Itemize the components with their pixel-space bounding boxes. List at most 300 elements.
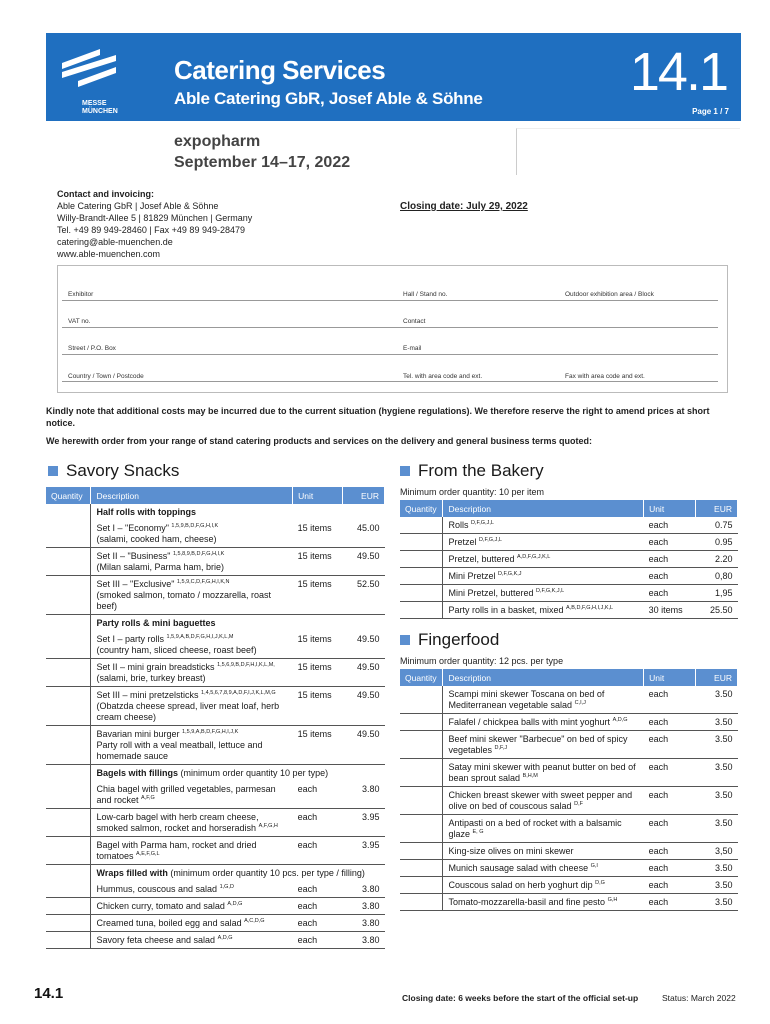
table-row bbox=[46, 898, 385, 915]
group-title bbox=[91, 504, 385, 520]
table-row bbox=[46, 809, 385, 837]
unit-cell: each bbox=[644, 843, 696, 860]
allergen-codes: C,I,J bbox=[574, 700, 586, 706]
form-number: 14.1 bbox=[629, 42, 727, 102]
col-quantity: Quantity bbox=[46, 487, 91, 504]
contact-line: Tel. +49 89 949-28460 | Fax +49 89 949-28479 bbox=[57, 225, 245, 235]
table-row bbox=[46, 881, 385, 898]
col-unit: Unit bbox=[644, 669, 696, 686]
unit-cell: each bbox=[644, 517, 696, 534]
quantity-cell[interactable] bbox=[400, 534, 443, 551]
contact-block bbox=[57, 188, 252, 260]
description-cell bbox=[91, 576, 293, 615]
description-cell bbox=[443, 517, 644, 534]
table-row bbox=[400, 894, 738, 911]
table-row bbox=[46, 781, 385, 809]
quantity-cell[interactable] bbox=[46, 548, 91, 576]
unit-cell: 15 items bbox=[293, 659, 343, 687]
allergen-codes: 1,5,9,A,B,D,F,G,H,I,J,K bbox=[182, 729, 239, 735]
table-row bbox=[400, 517, 738, 534]
price-cell: 25.50 bbox=[696, 602, 738, 619]
quantity-cell[interactable] bbox=[400, 686, 443, 714]
item-name: Tomato-mozzarella-basil and fine pesto bbox=[448, 897, 606, 907]
price-cell: 3.80 bbox=[343, 932, 385, 949]
allergen-codes: D,F,J bbox=[494, 745, 508, 751]
col-description: Description bbox=[443, 500, 644, 517]
section-square-icon bbox=[48, 466, 58, 476]
table-row bbox=[400, 860, 738, 877]
form-line bbox=[62, 300, 718, 301]
allergen-codes: G,I bbox=[590, 863, 598, 869]
outdoor-area-field[interactable]: Outdoor exhibition area / Block bbox=[565, 291, 654, 298]
group-label: Party rolls & mini baguettes bbox=[96, 618, 216, 628]
price-cell: 3.80 bbox=[343, 898, 385, 915]
table-row bbox=[400, 686, 738, 714]
allergen-codes: 1,5,9,A,B,D,F,G,H,I,J,K,L,M bbox=[166, 634, 234, 640]
description-cell bbox=[443, 568, 644, 585]
allergen-codes: D,F,G,J,L bbox=[471, 520, 494, 526]
quantity-cell[interactable] bbox=[46, 765, 91, 782]
description-cell bbox=[443, 815, 644, 843]
table-row bbox=[400, 787, 738, 815]
price-cell: 3.80 bbox=[343, 915, 385, 932]
allergen-codes: 1,5,9,B,D,F,G,H,I,K bbox=[171, 523, 219, 529]
quantity-cell[interactable] bbox=[46, 726, 91, 765]
price-cell: 0.75 bbox=[696, 517, 738, 534]
form-line bbox=[62, 327, 718, 328]
price-cell: 3.50 bbox=[696, 714, 738, 731]
tel-field[interactable]: Tel. with area code and ext. bbox=[403, 373, 483, 380]
price-cell: 2.20 bbox=[696, 551, 738, 568]
unit-cell: each bbox=[644, 731, 696, 759]
section-title: Fingerfood bbox=[418, 630, 500, 649]
unit-cell: each bbox=[293, 781, 343, 809]
unit-cell: each bbox=[644, 686, 696, 714]
page-indicator: Page 1 / 7 bbox=[692, 107, 729, 116]
allergen-codes: D,G bbox=[595, 880, 605, 886]
footer-form-number: 14.1 bbox=[34, 985, 64, 1002]
col-description: Description bbox=[443, 669, 644, 686]
allergen-codes: A,E,F,G,L bbox=[136, 851, 160, 857]
quantity-cell[interactable] bbox=[400, 602, 443, 619]
country-field[interactable]: Country / Town / Postcode bbox=[68, 373, 144, 380]
description-cell bbox=[443, 759, 644, 787]
item-detail: Party roll with a veal meatball, lettuce and homemade sauce bbox=[96, 740, 263, 761]
quantity-cell[interactable] bbox=[400, 517, 443, 534]
quantity-cell[interactable] bbox=[400, 815, 443, 843]
form-line bbox=[62, 354, 718, 355]
price-cell: 0.95 bbox=[696, 534, 738, 551]
table-row bbox=[46, 687, 385, 726]
quantity-cell[interactable] bbox=[400, 787, 443, 815]
unit-cell: each bbox=[293, 809, 343, 837]
price-cell: 49.50 bbox=[343, 548, 385, 576]
quantity-cell[interactable] bbox=[46, 576, 91, 615]
quantity-cell[interactable] bbox=[400, 759, 443, 787]
description-cell bbox=[91, 659, 293, 687]
quantity-cell[interactable] bbox=[400, 843, 443, 860]
section-square-icon bbox=[400, 635, 410, 645]
quantity-cell[interactable] bbox=[46, 615, 91, 632]
description-cell bbox=[443, 731, 644, 759]
price-cell: 3.50 bbox=[696, 894, 738, 911]
group-title bbox=[91, 615, 385, 632]
table-row bbox=[46, 576, 385, 615]
unit-cell: each bbox=[644, 877, 696, 894]
item-name: Low-carb bagel with herb cream cheese, smoked salmon, rocket and horseradish bbox=[96, 812, 259, 833]
quantity-cell[interactable] bbox=[400, 714, 443, 731]
unit-cell: each bbox=[644, 551, 696, 568]
quantity-cell[interactable] bbox=[46, 809, 91, 837]
quantity-cell[interactable] bbox=[400, 568, 443, 585]
group-row bbox=[46, 865, 385, 882]
event-name: expopharm bbox=[174, 133, 261, 150]
quantity-cell[interactable] bbox=[46, 915, 91, 932]
form-line bbox=[62, 381, 718, 382]
item-name: Party rolls in a basket, mixed bbox=[448, 605, 564, 615]
quantity-cell[interactable] bbox=[46, 865, 91, 882]
col-eur: EUR bbox=[343, 487, 385, 504]
logo-line-1: MESSE bbox=[82, 100, 107, 107]
allergen-codes: 1,4,5,6,7,8,9,A,D,F,I,J,K,L,M,G bbox=[201, 690, 276, 696]
group-title bbox=[91, 765, 385, 782]
description-cell bbox=[91, 837, 293, 865]
unit-cell: each bbox=[644, 860, 696, 877]
unit-cell: 15 items bbox=[293, 520, 343, 548]
item-name: Pretzel bbox=[448, 537, 477, 547]
description-cell bbox=[91, 687, 293, 726]
street-field[interactable]: Street / P.O. Box bbox=[68, 345, 116, 352]
item-name: King-size olives on mini skewer bbox=[448, 846, 574, 856]
hall-stand-field[interactable]: Hall / Stand no. bbox=[403, 291, 448, 298]
unit-cell: each bbox=[644, 568, 696, 585]
price-cell: 3,50 bbox=[696, 843, 738, 860]
table-row bbox=[400, 731, 738, 759]
description-cell bbox=[443, 894, 644, 911]
section-title: From the Bakery bbox=[418, 461, 544, 480]
unit-cell: each bbox=[644, 759, 696, 787]
item-name: Mini Pretzel bbox=[448, 571, 496, 581]
quantity-cell[interactable] bbox=[46, 631, 91, 659]
description-cell bbox=[91, 898, 293, 915]
allergen-codes: 1,5,9,C,D,F,G,H,I,K,N bbox=[176, 579, 230, 585]
price-cell: 3.50 bbox=[696, 686, 738, 714]
bakery-heading bbox=[400, 461, 544, 481]
group-row bbox=[46, 615, 385, 632]
description-cell bbox=[443, 843, 644, 860]
logo-text bbox=[82, 100, 118, 116]
savory-snacks-heading bbox=[48, 461, 179, 481]
page-subtitle: Able Catering GbR, Josef Able & Söhne bbox=[174, 89, 483, 108]
description-cell bbox=[443, 534, 644, 551]
table-row bbox=[400, 534, 738, 551]
quantity-cell[interactable] bbox=[46, 898, 91, 915]
description-cell bbox=[91, 809, 293, 837]
description-cell bbox=[91, 726, 293, 765]
col-quantity: Quantity bbox=[400, 669, 443, 686]
item-detail: (smoked salmon, tomato / mozzarella, roast beef) bbox=[96, 590, 272, 611]
group-note: (minimum order quantity 10 pcs. per type / filling) bbox=[170, 868, 365, 878]
table-row bbox=[46, 659, 385, 687]
unit-cell: each bbox=[644, 585, 696, 602]
table-header-row bbox=[400, 669, 738, 686]
order-note: We herewith order from your range of stand catering products and services on the delivery and general business terms quoted: bbox=[46, 436, 592, 446]
logo-line-2: MÜNCHEN bbox=[82, 108, 118, 115]
description-cell bbox=[443, 877, 644, 894]
allergen-codes: A,D,G bbox=[227, 901, 243, 907]
table-row bbox=[400, 815, 738, 843]
item-name: Set II – mini grain breadsticks bbox=[96, 662, 215, 672]
table-header-row bbox=[46, 487, 385, 504]
allergen-codes: A,F,G,H bbox=[258, 823, 278, 829]
item-name: Falafel / chickpea balls with mint yoghurt bbox=[448, 717, 611, 727]
price-cell: 3.50 bbox=[696, 860, 738, 877]
header-banner bbox=[46, 33, 741, 121]
quantity-cell[interactable] bbox=[400, 731, 443, 759]
unit-cell: 15 items bbox=[293, 687, 343, 726]
col-unit: Unit bbox=[293, 487, 343, 504]
item-name: Rolls bbox=[448, 520, 469, 530]
table-row bbox=[400, 568, 738, 585]
allergen-codes: A,D,G bbox=[612, 717, 628, 723]
price-cell: 3.95 bbox=[343, 809, 385, 837]
item-name: Beef mini skewer "Barbecue" on bed of spicy vegetables bbox=[448, 734, 628, 755]
price-cell: 3.50 bbox=[696, 787, 738, 815]
unit-cell: each bbox=[644, 714, 696, 731]
unit-cell: each bbox=[644, 534, 696, 551]
item-name: Bavarian mini burger bbox=[96, 729, 180, 739]
item-name: Pretzel, buttered bbox=[448, 554, 515, 564]
item-name: Creamed tuna, boiled egg and salad bbox=[96, 918, 242, 928]
price-cell: 49.50 bbox=[343, 631, 385, 659]
description-cell bbox=[91, 631, 293, 659]
price-cell: 3.50 bbox=[696, 731, 738, 759]
item-detail: (salami, brie, turkey breast) bbox=[96, 673, 206, 683]
item-detail: (country ham, sliced cheese, roast beef) bbox=[96, 645, 257, 655]
price-cell: 45.00 bbox=[343, 520, 385, 548]
item-name: Savory feta cheese and salad bbox=[96, 935, 216, 945]
price-cell: 0,80 bbox=[696, 568, 738, 585]
col-eur: EUR bbox=[696, 669, 738, 686]
item-name: Antipasti on a bed of rocket with a balsamic glaze bbox=[448, 818, 622, 839]
item-name: Set III – mini pretzelsticks bbox=[96, 690, 199, 700]
savory-snacks-table bbox=[46, 487, 385, 949]
allergen-codes: A,F,G bbox=[141, 795, 155, 801]
description-cell bbox=[91, 932, 293, 949]
table-row bbox=[46, 631, 385, 659]
description-cell bbox=[443, 860, 644, 877]
price-cell: 1,95 bbox=[696, 585, 738, 602]
description-cell bbox=[91, 781, 293, 809]
footer-closing-date: Closing date: 6 weeks before the start of the official set-up bbox=[402, 993, 639, 1003]
group-label: Half rolls with toppings bbox=[96, 507, 196, 517]
vat-field[interactable]: VAT no. bbox=[68, 318, 91, 325]
quantity-cell[interactable] bbox=[400, 860, 443, 877]
allergen-codes: D,F,G,K,J,L bbox=[536, 588, 565, 594]
email-field[interactable]: E-mail bbox=[403, 345, 422, 352]
closing-date: Closing date: July 29, 2022 bbox=[400, 201, 528, 212]
item-name: Set I – "Economy" bbox=[96, 523, 169, 533]
item-name: Mini Pretzel, buttered bbox=[448, 588, 534, 598]
col-unit: Unit bbox=[644, 500, 696, 517]
table-row bbox=[46, 520, 385, 548]
contact-heading: Contact and invoicing: bbox=[57, 189, 155, 199]
group-note: (minimum order quantity 10 per type) bbox=[180, 768, 329, 778]
item-name: Set I – party rolls bbox=[96, 634, 165, 644]
unit-cell: 15 items bbox=[293, 726, 343, 765]
allergen-codes: D,F,G,K,J bbox=[498, 571, 522, 577]
unit-cell: each bbox=[644, 815, 696, 843]
page-title: Catering Services bbox=[174, 55, 386, 85]
unit-cell: each bbox=[644, 787, 696, 815]
group-title bbox=[91, 865, 385, 882]
section-title: Savory Snacks bbox=[66, 461, 180, 480]
item-name: Couscous salad on herb yoghurt dip bbox=[448, 880, 593, 890]
quantity-cell[interactable] bbox=[46, 881, 91, 898]
item-name: Chia bagel with grilled vegetables, parmesan and rocket bbox=[96, 784, 276, 805]
fingerfood-min-order: Minimum order quantity: 12 pcs. per type bbox=[400, 656, 564, 666]
price-cell: 3.50 bbox=[696, 877, 738, 894]
price-cell: 3.80 bbox=[343, 781, 385, 809]
description-cell bbox=[443, 585, 644, 602]
allergen-codes: A,C,D,G bbox=[244, 918, 265, 924]
item-name: Chicken curry, tomato and salad bbox=[96, 901, 225, 911]
price-cell: 3.50 bbox=[696, 815, 738, 843]
bakery-table bbox=[400, 500, 738, 619]
group-row bbox=[46, 765, 385, 782]
description-cell bbox=[91, 548, 293, 576]
price-cell: 49.50 bbox=[343, 726, 385, 765]
item-name: Set II – "Business" bbox=[96, 551, 171, 561]
item-name: Chicken breast skewer with sweet pepper and olive on bed of couscous salad bbox=[448, 790, 633, 811]
allergen-codes: G,H bbox=[607, 897, 618, 903]
price-cell: 3.50 bbox=[696, 759, 738, 787]
table-row bbox=[400, 759, 738, 787]
description-cell bbox=[443, 602, 644, 619]
unit-cell: each bbox=[293, 915, 343, 932]
item-name: Bagel with Parma ham, rocket and dried tomatoes bbox=[96, 840, 257, 861]
item-name: Hummus, couscous and salad bbox=[96, 884, 218, 894]
unit-cell: each bbox=[293, 881, 343, 898]
allergen-codes: 1,5,6,9,B,D,F,H,I,K,L,M, bbox=[217, 662, 275, 668]
quantity-cell[interactable] bbox=[46, 520, 91, 548]
contact-website[interactable]: www.able-muenchen.com bbox=[57, 249, 161, 259]
fingerfood-table bbox=[400, 669, 738, 911]
price-cell: 49.50 bbox=[343, 687, 385, 726]
description-cell bbox=[443, 686, 644, 714]
allergen-codes: 1,G,D bbox=[219, 884, 234, 890]
section-square-icon bbox=[400, 466, 410, 476]
description-cell bbox=[443, 787, 644, 815]
unit-cell: 30 items bbox=[644, 602, 696, 619]
quantity-cell[interactable] bbox=[46, 932, 91, 949]
bakery-min-order: Minimum order quantity: 10 per item bbox=[400, 487, 545, 497]
event-dates: September 14–17, 2022 bbox=[174, 154, 351, 171]
item-detail: (Milan salami, Parma ham, brie) bbox=[96, 562, 225, 572]
unit-cell: 15 items bbox=[293, 548, 343, 576]
price-cell: 3.95 bbox=[343, 837, 385, 865]
item-name: Munich sausage salad with cheese bbox=[448, 863, 589, 873]
group-label: Bagels with fillings bbox=[96, 768, 178, 778]
description-cell bbox=[91, 520, 293, 548]
unit-cell: each bbox=[293, 898, 343, 915]
stamp-box bbox=[516, 128, 740, 175]
quantity-cell[interactable] bbox=[46, 659, 91, 687]
contact-email[interactable]: catering@able-muenchen.de bbox=[57, 237, 173, 247]
allergen-codes: E, G bbox=[472, 829, 484, 835]
item-name: Satay mini skewer with peanut butter on bed of bean sprout salad bbox=[448, 762, 636, 783]
contact-field[interactable]: Contact bbox=[403, 318, 426, 325]
allergen-codes: B,H,M bbox=[522, 773, 538, 779]
allergen-codes: D,F,G,J,L bbox=[479, 537, 502, 543]
quantity-cell[interactable] bbox=[46, 504, 91, 520]
description-cell bbox=[443, 551, 644, 568]
fingerfood-heading bbox=[400, 630, 499, 650]
unit-cell: 15 items bbox=[293, 631, 343, 659]
item-detail: (salami, cooked ham, cheese) bbox=[96, 534, 217, 544]
quantity-cell[interactable] bbox=[400, 877, 443, 894]
quantity-cell[interactable] bbox=[46, 837, 91, 865]
quantity-cell[interactable] bbox=[46, 781, 91, 809]
item-name: Scampi mini skewer Toscana on bed of Mediterranean vegetable salad bbox=[448, 689, 605, 710]
table-row bbox=[400, 551, 738, 568]
unit-cell: 15 items bbox=[293, 576, 343, 615]
footer-status: Status: March 2022 bbox=[662, 993, 736, 1003]
table-row bbox=[46, 726, 385, 765]
allergen-codes: A,D,F,G,J,K,L bbox=[517, 554, 551, 560]
quantity-cell[interactable] bbox=[46, 687, 91, 726]
exhibitor-field[interactable]: Exhibitor bbox=[68, 291, 94, 298]
table-row bbox=[400, 714, 738, 731]
description-cell bbox=[91, 915, 293, 932]
table-header-row bbox=[400, 500, 738, 517]
price-cell: 52.50 bbox=[343, 576, 385, 615]
col-eur: EUR bbox=[696, 500, 738, 517]
contact-line: Able Catering GbR | Josef Able & Söhne bbox=[57, 201, 219, 211]
price-cell: 3.80 bbox=[343, 881, 385, 898]
price-cell: 49.50 bbox=[343, 659, 385, 687]
item-detail: (Obatzda cheese spread, liver meat loaf, herb cream cheese) bbox=[96, 701, 280, 722]
group-label: Wraps filled with bbox=[96, 868, 168, 878]
item-name: Set III – "Exclusive" bbox=[96, 579, 175, 589]
table-row bbox=[46, 837, 385, 865]
quantity-cell[interactable] bbox=[400, 894, 443, 911]
description-cell bbox=[443, 714, 644, 731]
table-row bbox=[46, 915, 385, 932]
table-row bbox=[400, 843, 738, 860]
allergen-codes: A,B,D,F,G,H,I,J,K,L bbox=[566, 605, 614, 611]
allergen-codes: A,D,G bbox=[217, 935, 233, 941]
table-row bbox=[46, 548, 385, 576]
table-row bbox=[400, 602, 738, 619]
messe-muenchen-logo bbox=[60, 47, 140, 117]
table-row bbox=[400, 585, 738, 602]
unit-cell: each bbox=[644, 894, 696, 911]
unit-cell: each bbox=[293, 837, 343, 865]
quantity-cell[interactable] bbox=[400, 551, 443, 568]
allergen-codes: D,F bbox=[574, 801, 583, 807]
fax-field[interactable]: Fax with area code and ext. bbox=[565, 373, 645, 380]
contact-line: Willy-Brandt-Allee 5 | 81829 München | Germany bbox=[57, 213, 253, 223]
table-row bbox=[400, 877, 738, 894]
table-row bbox=[46, 932, 385, 949]
unit-cell: each bbox=[293, 932, 343, 949]
allergen-codes: 1,5,8,9,B,D,F,G,H,I,K bbox=[172, 551, 225, 557]
description-cell bbox=[91, 881, 293, 898]
group-row bbox=[46, 504, 385, 520]
quantity-cell[interactable] bbox=[400, 585, 443, 602]
col-description: Description bbox=[91, 487, 293, 504]
